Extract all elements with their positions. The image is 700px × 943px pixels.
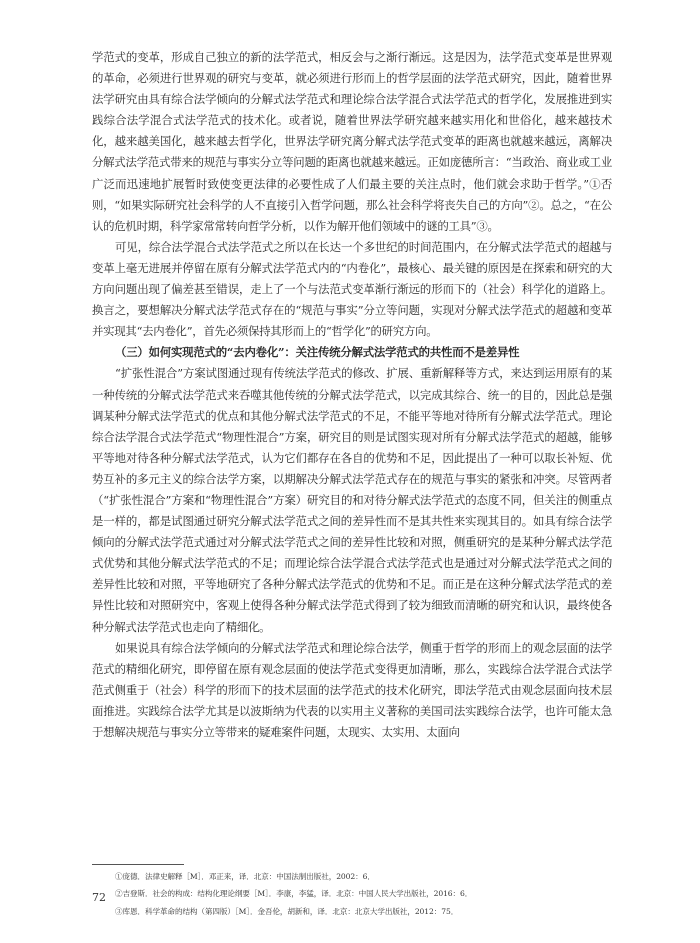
paragraph-1: 学范式的变革，形成自己独立的新的法学范式，相反会与之渐行渐远。这是因为，法学范式变革是世界观的革命，必须进行世界观的研究与变革，就必须进行形而上的哲学层面的法学范式研究，因此，随着世界法学研究由具有综合法学倾向的分解式法学范式和理论综合法学混合式法学范式的哲学化，发展推进到实践综合法学混合式法学范式的技术化。或者说，随着世界法学研究越来越实用化和世俗化，越来越技术化，越来越美国化，越来越去哲学化，世界法学研究离分解式法学范式变革的距离也就越来越远，离解决分解式法学范式带来的规范与事实分立等问题的距离也就越来越远。正如庞德所言：“当政治、商业或工业广泛而迅速地扩展暂时致使变更法律的必要性成了人们最主要的关注点时，他们就会求助于哲学。”①否则，“如果实际研究社会科学的人不直接引入哲学问题，那么社会科学将丧失自己的方向”②。总之，“在公认的危机时期，科学家常常转向哲学分析，以作为解开他们领域中的谜的工具”③。 xyxy=(92,50,612,233)
section-heading: （三）如何实现范式的“去内卷化”：关注传统分解式法学范式的共性而不是差异性 xyxy=(115,345,520,360)
body-text xyxy=(92,47,612,743)
paragraph-4: 如果说具有综合法学倾向的分解式法学范式和理论综合法学，侧重于哲学的形而上的观念层面的法学范式的精细化研究，即停留在原有观念层面的使法学范式变得更加清晰，那么，实践综合法学混合式法学范式侧重于（社会）科学的形而下的技术层面的法学范式的技术化研究，即法学范式由观念层面向技术层面推进。实践综合法学尤其是以波斯纳为代表的以实用主义著称的美国司法实践综合法学，也许可能太急于想解决规范与事实分立等带来的疑难案件问题，太现实、太实用、太面向 xyxy=(92,640,612,739)
footnote-2: ②吉登斯．社会的构成：结构化理论纲要［M］．李康，李猛，译．北京：中国人民大学出版社，2016：6． xyxy=(115,889,473,899)
footnote-1: ①庞德．法律史解释［M］．邓正来，译．北京：中国法制出版社，2002：6． xyxy=(115,872,375,881)
paragraph-3: “扩张性混合”方案试图通过现有传统法学范式的修改、扩展、重新解释等方式，来达到运用原有的某一种传统的分解式法学范式来吞噬其他传统的分解式法学范式，以完成其综合、统一的目的，因此总是强调某种分解式法学范式的优点和其他分解式法学范式的不足，不能平等地对待所有分解式法学范式。理论综合法学混合式法学范式“物理性混合”方案，研究目的则是试图实现对所有分解式法学范式的超越，能够平等地对待各种分解式法学范式，认为它们都存在各自的优势和不足，因此提出了一种可以取长补短、优势互补的多元主义的综合法学方案，以期解决分解式法学范式存在的规范与事实的紧张和冲突。尽管两者（“扩张性混合”方案和“物理性混合”方案）研究目的和对待分解式法学范式的态度不同，但关注的侧重点是一样的，都是试图通过研究分解式法学范式之间的差异性而不是其共性来实现其目的。如具有综合法学倾向的分解式法学范式通过对分解式法学范式之间的差异性比较和对照，侧重研究的是某种分解式法学范式优势和其他分解式法学范式的不足；而理论综合法学混合式法学范式也是通过对分解式法学范式之间的差异性比较和对照，平等地研究了各种分解式法学范式的优势和不足。而正是在这种分解式法学范式的差异性比较和对照研究中，客观上使得各种分解式法学范式得到了较为细致而清晰的研究和认识，最终使各种分解式法学范式也走向了精细化。 xyxy=(92,366,612,634)
footnotes xyxy=(115,868,612,920)
footnote-3: ③库恩．科学革命的结构（第四版）［M］．金吾伦，胡新和，译．北京：北京大学出版社，2012：75． xyxy=(115,906,459,916)
page-number: 72 xyxy=(92,891,106,904)
paragraph-2: 可见，综合法学混合式法学范式之所以在长达一个多世纪的时间范围内，在分解式法学范式的超越与变革上毫无进展并停留在原有分解式法学范式内的“内卷化”，最核心、最关键的原因是在探索和研究的大方向问题出现了偏差甚至错误，走上了一个与法范式变革渐行渐远的形而下的（社会）科学化的道路上。换言之，要想解决分解式法学范式存在的“规范与事实”分立等问题，实现对分解式法学范式的超越和变革并实现其“去内卷化”，首先必须保持其形而上的“哲学化”的研究方向。 xyxy=(92,239,612,339)
footnote-divider xyxy=(92,864,184,865)
